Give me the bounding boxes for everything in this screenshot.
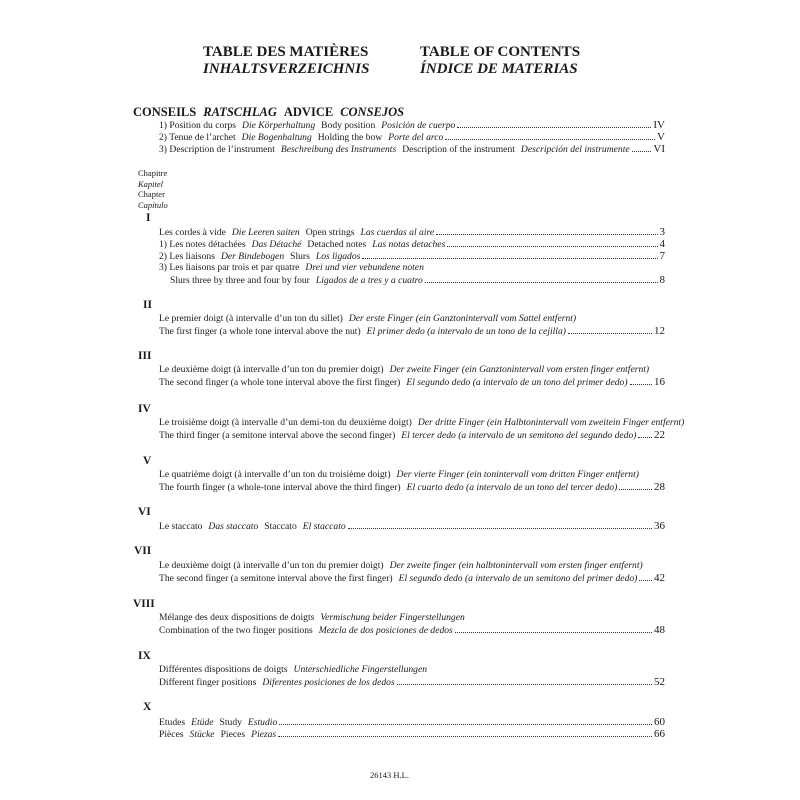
entry-de: Unterschiedliche Fingerstellungen: [293, 664, 428, 675]
entry-de: Etüde: [191, 717, 214, 728]
dot-leader: [457, 119, 651, 128]
toc-line: [159, 560, 649, 571]
entry-fr: Les cordes à vide: [159, 227, 226, 238]
toc-entry[interactable]: [159, 716, 665, 728]
entry-en: The first finger (a whole tone interval above the nut): [159, 326, 361, 337]
conseils-heading: [133, 105, 411, 120]
chapter-number: IX: [138, 650, 151, 662]
entry-de: Der vierte Finger (ein tonintervall vom dritten Finger entfernt): [396, 469, 639, 480]
entry-fr: 3) Description de l’instrument: [159, 144, 275, 155]
entry-en: The second finger (a semitone interval above the first finger): [159, 573, 393, 584]
entry-fr: Le premier doigt (à intervalle d’un ton du sillet): [159, 313, 343, 324]
conseils-en: ADVICE: [283, 105, 334, 119]
entry-fr: Le staccato: [159, 521, 203, 532]
entry-de: Der erste Finger (ein Ganztonintervall vom Sattel entfernt): [348, 313, 577, 324]
toc-entry[interactable]: [159, 131, 665, 143]
entry-en: Staccato: [264, 521, 297, 532]
entry-es: El tercer dedo (a intervalo de un semitono del segundo dedo): [401, 430, 637, 441]
conseils-de: RATSCHLAG: [203, 105, 277, 119]
entry-es: Piezas: [251, 729, 277, 740]
toc-entry[interactable]: [159, 520, 665, 532]
entry-es: Las cuerdas al aire: [360, 227, 435, 238]
entry-en: Slurs three by three and four by four: [170, 275, 310, 286]
entry-es: El segundo dedo (a intervalo de un semitono del primer dedo): [398, 573, 638, 584]
dot-leader: [455, 624, 652, 633]
toc-line: [159, 262, 430, 273]
toc-line: [159, 664, 433, 675]
toc-line: [159, 313, 582, 324]
page-number: 7: [659, 250, 665, 262]
entry-en: The second finger (a whole tone interval above the first finger): [159, 377, 401, 388]
toc-line: [159, 612, 471, 623]
dot-leader: [278, 728, 652, 737]
dot-leader: [445, 131, 655, 140]
entry-de: Die Körperhaltung: [242, 120, 316, 131]
conseils-es: CONSEJOS: [340, 105, 405, 119]
page-number: 28: [654, 481, 665, 493]
toc-entry[interactable]: [159, 226, 665, 238]
page-number: 22: [654, 429, 665, 441]
dot-leader: [630, 376, 652, 385]
chapter-label-es: Capítulo: [138, 199, 168, 210]
toc-entry[interactable]: [159, 143, 665, 155]
chapter-number: X: [143, 701, 152, 713]
entry-fr: Pièces: [159, 729, 184, 740]
entry-de: Der dritte Finger (ein Halbtonintervall vom zweitein Finger entfernt): [417, 417, 685, 428]
page-number: 4: [659, 238, 665, 250]
entry-es: Posición de cuerpo: [381, 120, 456, 131]
entry-fr: 1) Position du corps: [159, 120, 237, 131]
title-spanish: ÍNDICE DE MATERIAS: [420, 61, 578, 77]
entry-de: Der Bindebogen: [220, 251, 285, 262]
dot-leader: [632, 143, 652, 152]
page-number: 60: [654, 716, 665, 728]
entry-fr: 1) Les notes détachées: [159, 239, 246, 250]
page-number: 8: [659, 274, 665, 286]
entry-fr: 2) Tenue de l’archet: [159, 132, 236, 143]
chapter-number: III: [138, 350, 152, 362]
entry-en: Different finger positions: [159, 677, 257, 688]
toc-entry[interactable]: [159, 250, 665, 262]
toc-entry[interactable]: [159, 238, 665, 250]
entry-en: The fourth finger (a whole-tone interval above the third finger): [159, 482, 401, 493]
entry-es: Las notas detaches: [372, 239, 446, 250]
entry-de: Der zweite Finger (ein Ganztonintervall vom ersten finger entfernt): [389, 364, 650, 375]
page-number: 66: [654, 728, 665, 740]
dot-leader: [447, 238, 657, 247]
entry-es: El cuarto dedo (a intervalo de un tono del tercer dedo): [406, 482, 618, 493]
entry-fr: 3) Les liaisons par trois et par quatre: [159, 262, 300, 273]
dot-leader: [362, 250, 657, 259]
title-french: TABLE DES MATIÈRES: [203, 44, 369, 60]
entry-de: Drei und vier vebundene noten: [305, 262, 424, 273]
page-number: 12: [654, 325, 665, 337]
entry-en: Detached notes: [307, 239, 367, 250]
toc-entry[interactable]: [159, 325, 665, 337]
entry-en: Body position: [321, 120, 376, 131]
entry-de: Der zweite finger (ein halbtonintervall vom ersten finger entfernt): [389, 560, 643, 571]
entry-es: El staccato: [302, 521, 346, 532]
chapter-label: [138, 168, 168, 210]
dot-leader: [619, 481, 652, 490]
chapter-number: VIII: [133, 598, 155, 610]
toc-entry[interactable]: [159, 376, 665, 388]
chapter-number: VII: [134, 545, 152, 557]
page-number: VI: [653, 143, 665, 155]
toc-entry[interactable]: [159, 481, 665, 493]
entry-de: Das Détaché: [251, 239, 302, 250]
title-english: TABLE OF CONTENTS: [420, 44, 581, 60]
chapter-number: I: [146, 212, 151, 224]
toc-entry[interactable]: [159, 676, 665, 688]
page-number: 52: [654, 676, 665, 688]
entry-es: Descripción del instrumente: [520, 144, 630, 155]
toc-entry[interactable]: [159, 728, 665, 740]
page-number: 42: [654, 572, 665, 584]
entry-fr: Mélange des deux dispositions de doigts: [159, 612, 315, 623]
entry-fr: Le quatrième doigt (à intervalle d’un ton du troisième doigt): [159, 469, 391, 480]
entry-en: The third finger (a semitone interval above the second finger): [159, 430, 396, 441]
entry-de: Beschreibung des Instruments: [280, 144, 397, 155]
page-number: IV: [653, 119, 665, 131]
dot-leader: [638, 429, 652, 438]
toc-line: [159, 364, 655, 375]
entry-es: El segundo dedo (a intervalo de un tono del primer dedo): [406, 377, 628, 388]
chapter-label-de: Kapitel: [138, 178, 164, 189]
page-number: 36: [654, 520, 665, 532]
entry-fr: Le deuxième doigt (à intervalle d’un ton du premier doigt): [159, 364, 384, 375]
entry-en: Open strings: [305, 227, 355, 238]
chapter-number: IV: [138, 403, 151, 415]
entry-es: Mezcla de dos posiciones de dedos: [318, 625, 453, 636]
dot-leader: [639, 572, 652, 581]
chapter-number: II: [143, 299, 152, 311]
entry-fr: Le deuxième doigt (à intervalle d’un ton du premier doigt): [159, 560, 384, 571]
entry-de: Stücke: [189, 729, 215, 740]
entry-fr: 2) Les liaisons: [159, 251, 215, 262]
dot-leader: [279, 716, 652, 725]
chapter-label-fr: Chapitre: [138, 168, 168, 178]
dot-leader: [425, 274, 658, 283]
entry-fr: Etudes: [159, 717, 186, 728]
entry-fr: Différentes dispositions de doigts: [159, 664, 288, 675]
dot-leader: [436, 226, 657, 235]
dot-leader: [348, 520, 652, 529]
page-number: 3: [659, 226, 665, 238]
entry-de: Die Bogenhaltung: [241, 132, 312, 143]
entry-es: Estudio: [247, 717, 278, 728]
page-number: 48: [654, 624, 665, 636]
footer-catalog-number: 26143 H.L.: [370, 770, 409, 780]
toc-entry[interactable]: [159, 429, 665, 441]
page-number: 16: [654, 376, 665, 388]
entry-en: Pieces: [220, 729, 246, 740]
toc-line: [159, 417, 690, 428]
entry-de: Die Leeren saiten: [231, 227, 300, 238]
chapter-label-en: Chapter: [138, 189, 165, 199]
dot-leader: [397, 676, 652, 685]
toc-entry[interactable]: [159, 119, 665, 131]
toc-entry[interactable]: [159, 624, 665, 636]
entry-es: Ligados de a tres y a cuatro: [315, 275, 423, 286]
entry-es: Los ligados: [315, 251, 361, 262]
chapter-number: V: [143, 455, 152, 467]
toc-entry[interactable]: [159, 572, 665, 584]
entry-en: Description of the instrument: [402, 144, 515, 155]
entry-de: Das staccato: [208, 521, 259, 532]
entry-fr: Le troisième doigt (à intervalle d’un demi-ton du deuxième doigt): [159, 417, 412, 428]
entry-es: El primer dedo (a intervalo de un tono de la cejilla): [366, 326, 566, 337]
entry-en: Combination of the two finger positions: [159, 625, 313, 636]
toc-entry[interactable]: [170, 274, 665, 286]
entry-en: Study: [219, 717, 242, 728]
dot-leader: [568, 325, 652, 334]
entry-es: Diferentes posiciones de los dedos: [262, 677, 395, 688]
entry-en: Holding the bow: [317, 132, 383, 143]
page-number: V: [657, 131, 665, 143]
toc-line: [159, 469, 645, 480]
entry-es: Porte del arco: [388, 132, 444, 143]
title-german: INHALTSVERZEICHNIS: [203, 61, 370, 77]
entry-de: Vermischung beider Fingerstellungen: [320, 612, 465, 623]
chapter-number: VI: [138, 506, 151, 518]
conseils-fr: CONSEILS: [133, 105, 197, 119]
entry-en: Slurs: [290, 251, 310, 262]
